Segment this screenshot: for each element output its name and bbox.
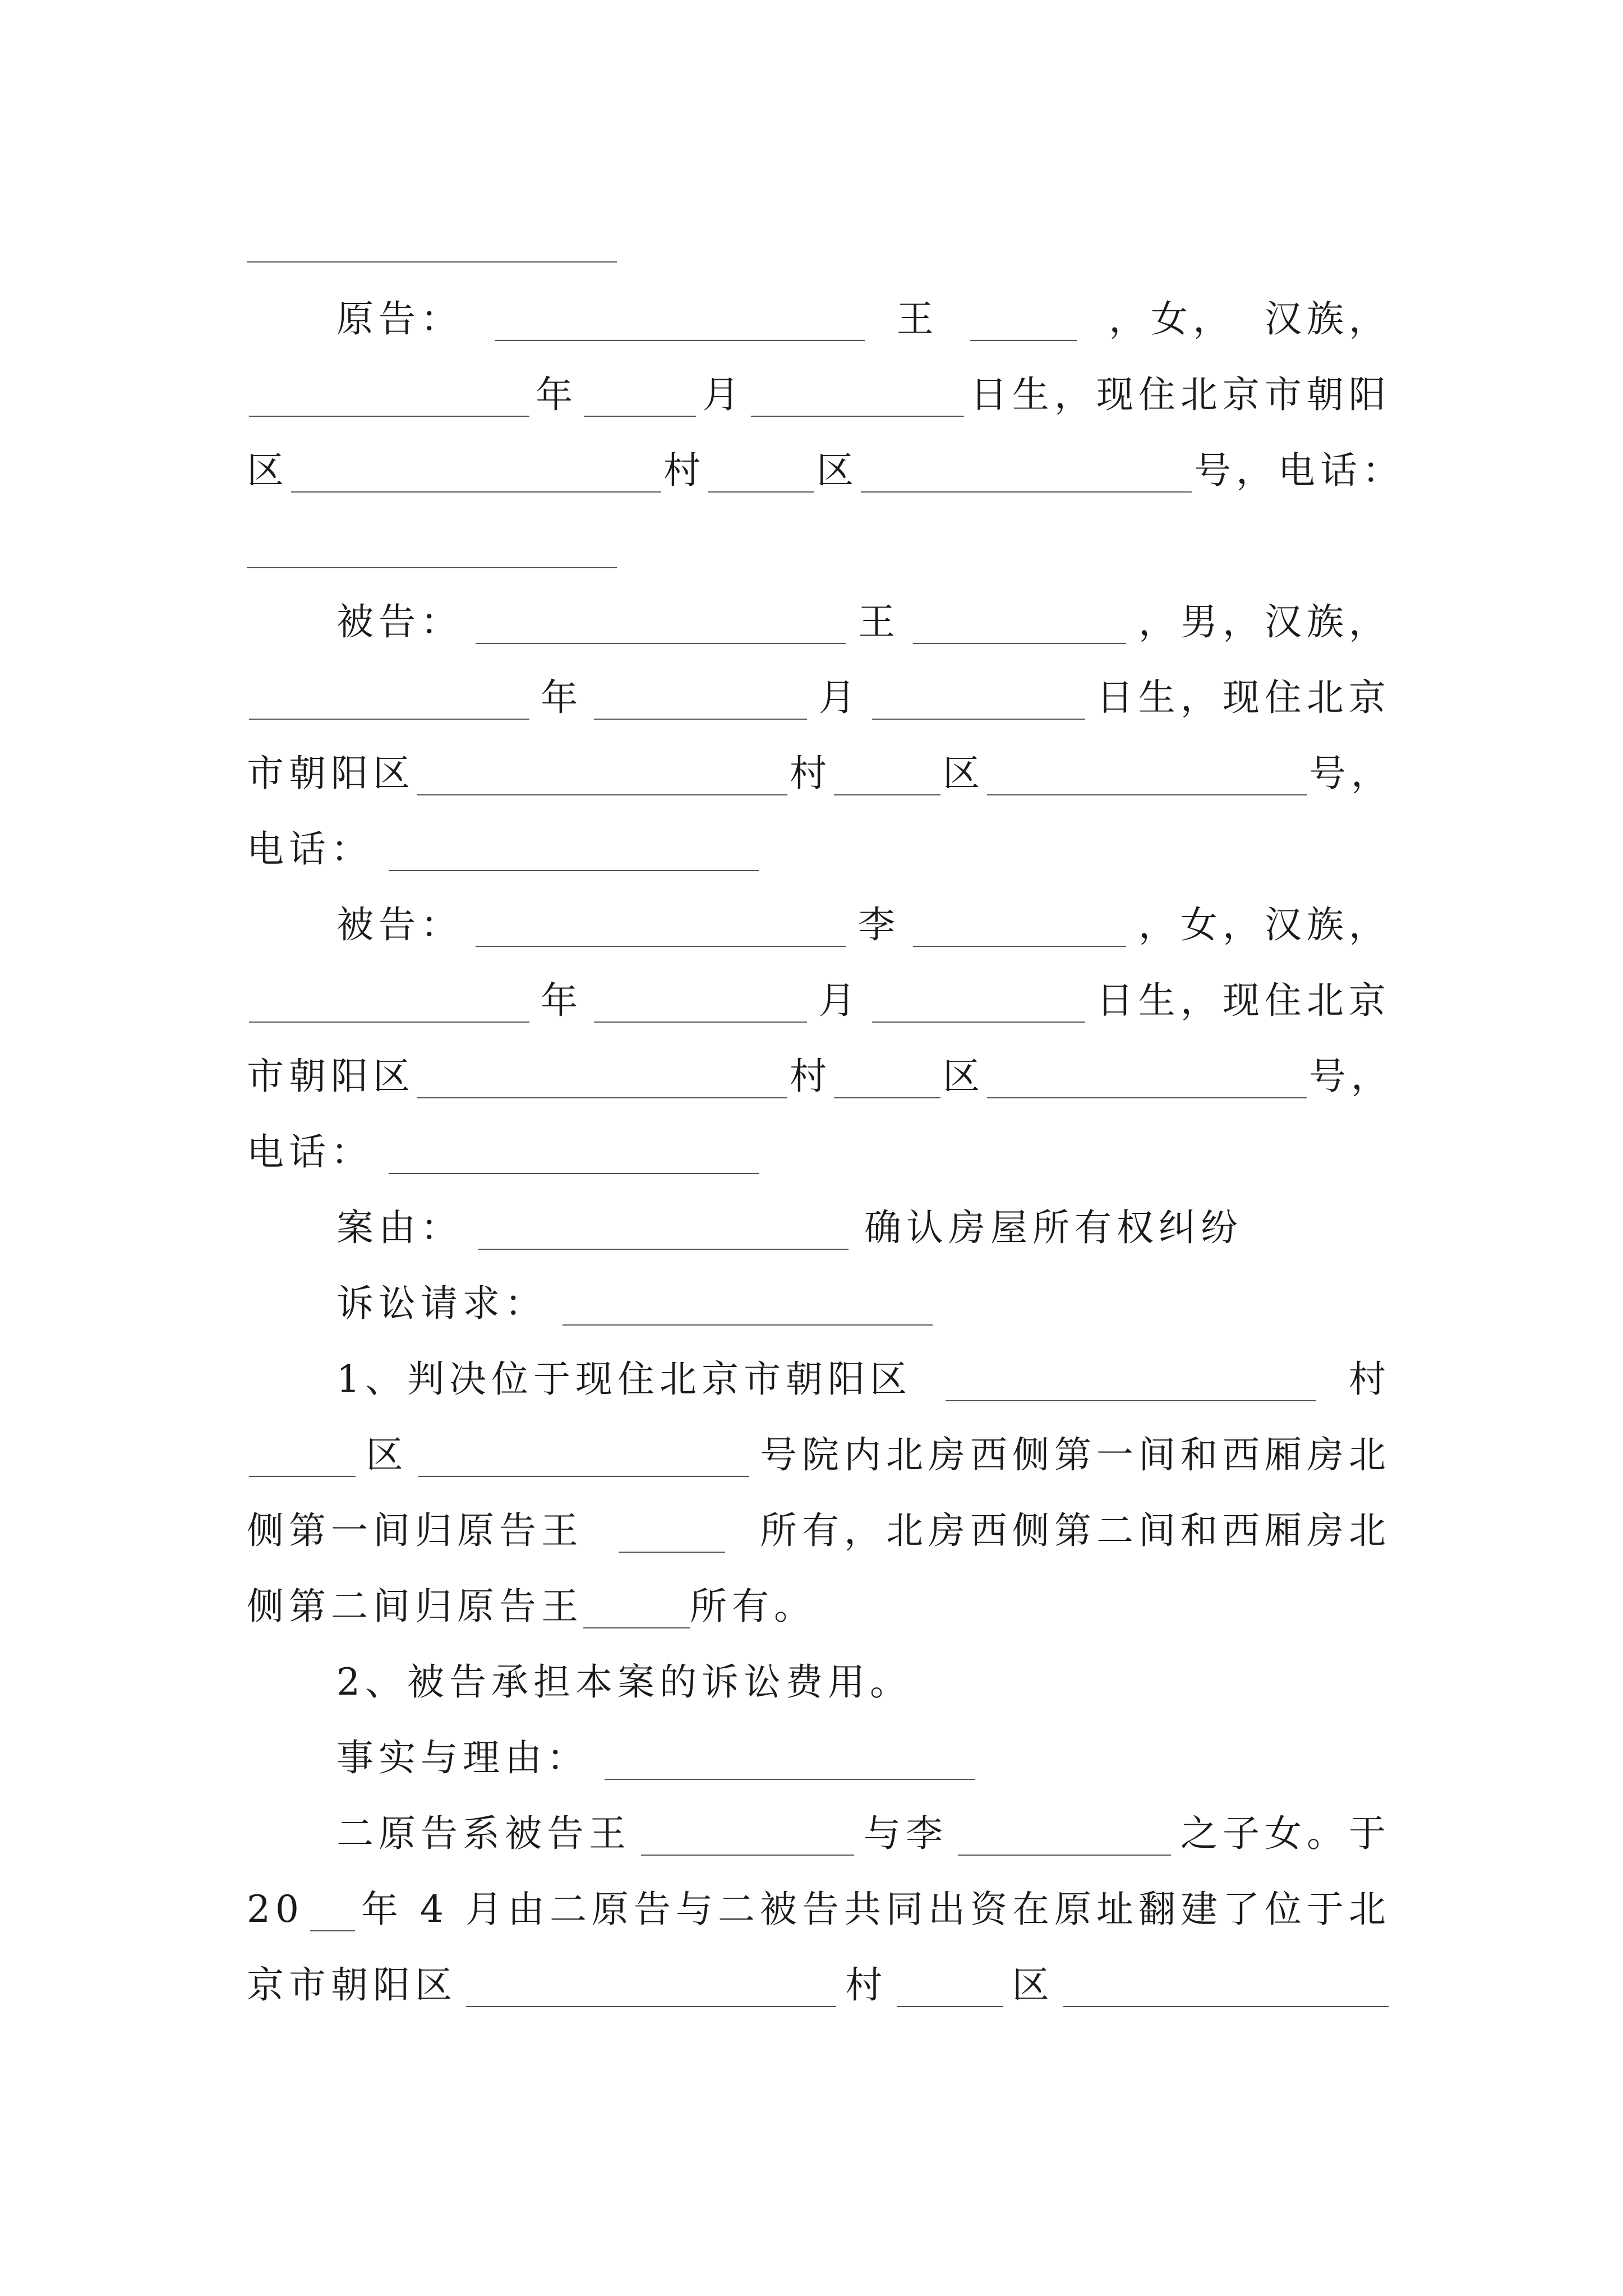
blank xyxy=(946,1400,1316,1401)
village-label: 村 xyxy=(790,752,832,795)
blank xyxy=(583,1627,690,1628)
blank xyxy=(594,719,807,720)
number-label: 号， xyxy=(1309,752,1393,795)
blank xyxy=(247,261,617,263)
year-label: 年 xyxy=(541,676,583,719)
month-label: 月 xyxy=(702,373,745,416)
claim-1-line-3 xyxy=(247,1498,1391,1565)
blank xyxy=(389,870,759,871)
district-label: 区 xyxy=(247,449,289,492)
city-district-label: 市朝阳区 xyxy=(247,1055,415,1098)
blank xyxy=(476,643,846,644)
plaintiff-line-2 xyxy=(247,362,1391,429)
cause-line xyxy=(336,1195,1391,1262)
village-label: 村 xyxy=(1349,1358,1391,1401)
city-district-label: 市朝阳区 xyxy=(247,752,415,795)
blank xyxy=(913,946,1126,947)
area-label: 区 xyxy=(1012,1963,1054,2007)
month-label: 月 xyxy=(818,979,861,1022)
defendant2-surname: 李 xyxy=(858,903,900,946)
blank xyxy=(708,491,814,493)
facts-line-1 xyxy=(336,1801,1391,1868)
blank xyxy=(247,567,617,568)
blank xyxy=(418,1476,749,1477)
year-label: 年 xyxy=(536,373,578,416)
village-label: 村 xyxy=(663,449,706,492)
claim-1-text: 号院内北房西侧第一间和西厢房北 xyxy=(759,1433,1391,1476)
claim-1-line-2 xyxy=(247,1422,1391,1489)
facts-line-3 xyxy=(247,1952,1391,2019)
defendant1-sex-ethnicity: ，男，汉族， xyxy=(1138,600,1391,643)
blank xyxy=(641,1855,854,1856)
phone-label: 电话： xyxy=(247,1130,373,1174)
defendant1-surname: 王 xyxy=(858,600,900,643)
area-label: 区 xyxy=(366,1433,408,1476)
defendant2-birth: 日生，现住北京 xyxy=(1096,979,1391,1022)
claim-1-line-1 xyxy=(336,1346,1391,1414)
blank xyxy=(751,416,964,417)
month-label: 月 xyxy=(818,676,861,719)
village-label: 村 xyxy=(790,1055,832,1098)
facts-line-2 xyxy=(247,1876,1391,1944)
defendant2-line-3 xyxy=(247,1043,1391,1111)
defendant1-line-2 xyxy=(247,665,1391,732)
blank xyxy=(958,1855,1171,1856)
facts-text: 京市朝阳区 xyxy=(247,1963,457,2007)
blank xyxy=(476,946,846,947)
plaintiff-line-1 xyxy=(336,286,1391,353)
claim-2-line xyxy=(336,1649,1391,1717)
plaintiff-sex: ，女， xyxy=(1109,297,1235,341)
claim-1-line-4 xyxy=(247,1573,1391,1641)
blank xyxy=(834,794,940,795)
blank xyxy=(872,719,1085,720)
blank xyxy=(897,2006,1003,2007)
defendant1-line-3 xyxy=(247,740,1391,808)
blank xyxy=(861,491,1192,493)
village-label: 村 xyxy=(845,1963,888,2007)
blank xyxy=(291,491,661,493)
blank xyxy=(417,794,787,795)
year-label: 年 xyxy=(541,979,583,1022)
defendant1-birth: 日生，现住北京 xyxy=(1096,676,1391,719)
blank xyxy=(310,1930,355,1931)
plaintiff-label: 原告： xyxy=(336,297,463,341)
defendant2-line-2 xyxy=(247,968,1391,1035)
defendant2-line-1 xyxy=(336,892,1391,959)
blank xyxy=(987,794,1307,795)
blank xyxy=(584,416,696,417)
blank xyxy=(562,1324,933,1326)
blank xyxy=(1063,2006,1389,2007)
blank xyxy=(249,1022,529,1023)
blank xyxy=(249,719,529,720)
plaintiff-line-4 xyxy=(247,513,1391,581)
phone-label: 电话： xyxy=(247,827,373,871)
defendant2-line-4 xyxy=(247,1119,1391,1186)
facts-text: 与李 xyxy=(864,1812,948,1855)
claim-1-text: 侧第一间归原告王 xyxy=(247,1509,583,1552)
number-label: 号， xyxy=(1309,1055,1393,1098)
facts-heading xyxy=(336,1725,1391,1792)
header-blank-line xyxy=(247,208,1391,275)
area-label: 区 xyxy=(817,449,859,492)
claim-1-text: 侧第二间归原告王 xyxy=(247,1585,583,1628)
blank xyxy=(417,1097,787,1098)
facts-text: 二原告系被告王 xyxy=(336,1812,631,1855)
cause-label: 案由： xyxy=(336,1206,463,1249)
plaintiff-line-3 xyxy=(247,438,1404,505)
defendant2-label: 被告： xyxy=(336,903,463,946)
blank xyxy=(249,1476,356,1477)
claim-1-text: 所有，北房西侧第二间和西厢房北 xyxy=(760,1509,1391,1552)
claim-2-text: 2、被告承担本案的诉讼费用。 xyxy=(336,1660,912,1704)
facts-text: 20 xyxy=(247,1888,304,1931)
claim-1-text: 所有。 xyxy=(690,1585,816,1628)
blank xyxy=(594,1022,807,1023)
area-label: 区 xyxy=(943,752,985,795)
defendant1-label: 被告： xyxy=(336,600,463,643)
blank xyxy=(389,1173,759,1174)
cause-text: 确认房屋所有权纠纷 xyxy=(864,1206,1243,1249)
plaintiff-surname: 王 xyxy=(896,297,939,341)
claims-heading xyxy=(336,1271,1391,1338)
blank xyxy=(987,1097,1307,1098)
blank xyxy=(834,1097,940,1098)
claims-label: 诉讼请求： xyxy=(336,1282,547,1325)
blank xyxy=(913,643,1126,644)
facts-text: 之子女。于 xyxy=(1181,1812,1391,1855)
blank xyxy=(466,2006,836,2007)
blank xyxy=(478,1249,849,1250)
area-label: 区 xyxy=(943,1055,985,1098)
plaintiff-ethnicity: 汉族， xyxy=(1264,297,1391,341)
blank xyxy=(970,340,1077,341)
blank xyxy=(605,1779,975,1780)
facts-label: 事实与理由： xyxy=(336,1736,589,1779)
number-phone-label: 号，电话： xyxy=(1194,449,1404,492)
plaintiff-birth-address: 日生，现住北京市朝阳 xyxy=(970,373,1391,416)
defendant1-line-1 xyxy=(336,589,1391,656)
blank xyxy=(249,416,529,417)
blank xyxy=(619,1552,725,1553)
claim-1-text: 1、判决位于现住北京市朝阳区 xyxy=(336,1358,912,1401)
blank xyxy=(495,340,865,341)
defendant2-sex-ethnicity: ，女，汉族， xyxy=(1138,903,1391,946)
defendant1-line-4 xyxy=(247,816,1391,884)
blank xyxy=(872,1022,1085,1023)
facts-text: 年 4 月由二原告与二被告共同出资在原址翻建了位于北 xyxy=(361,1888,1391,1931)
